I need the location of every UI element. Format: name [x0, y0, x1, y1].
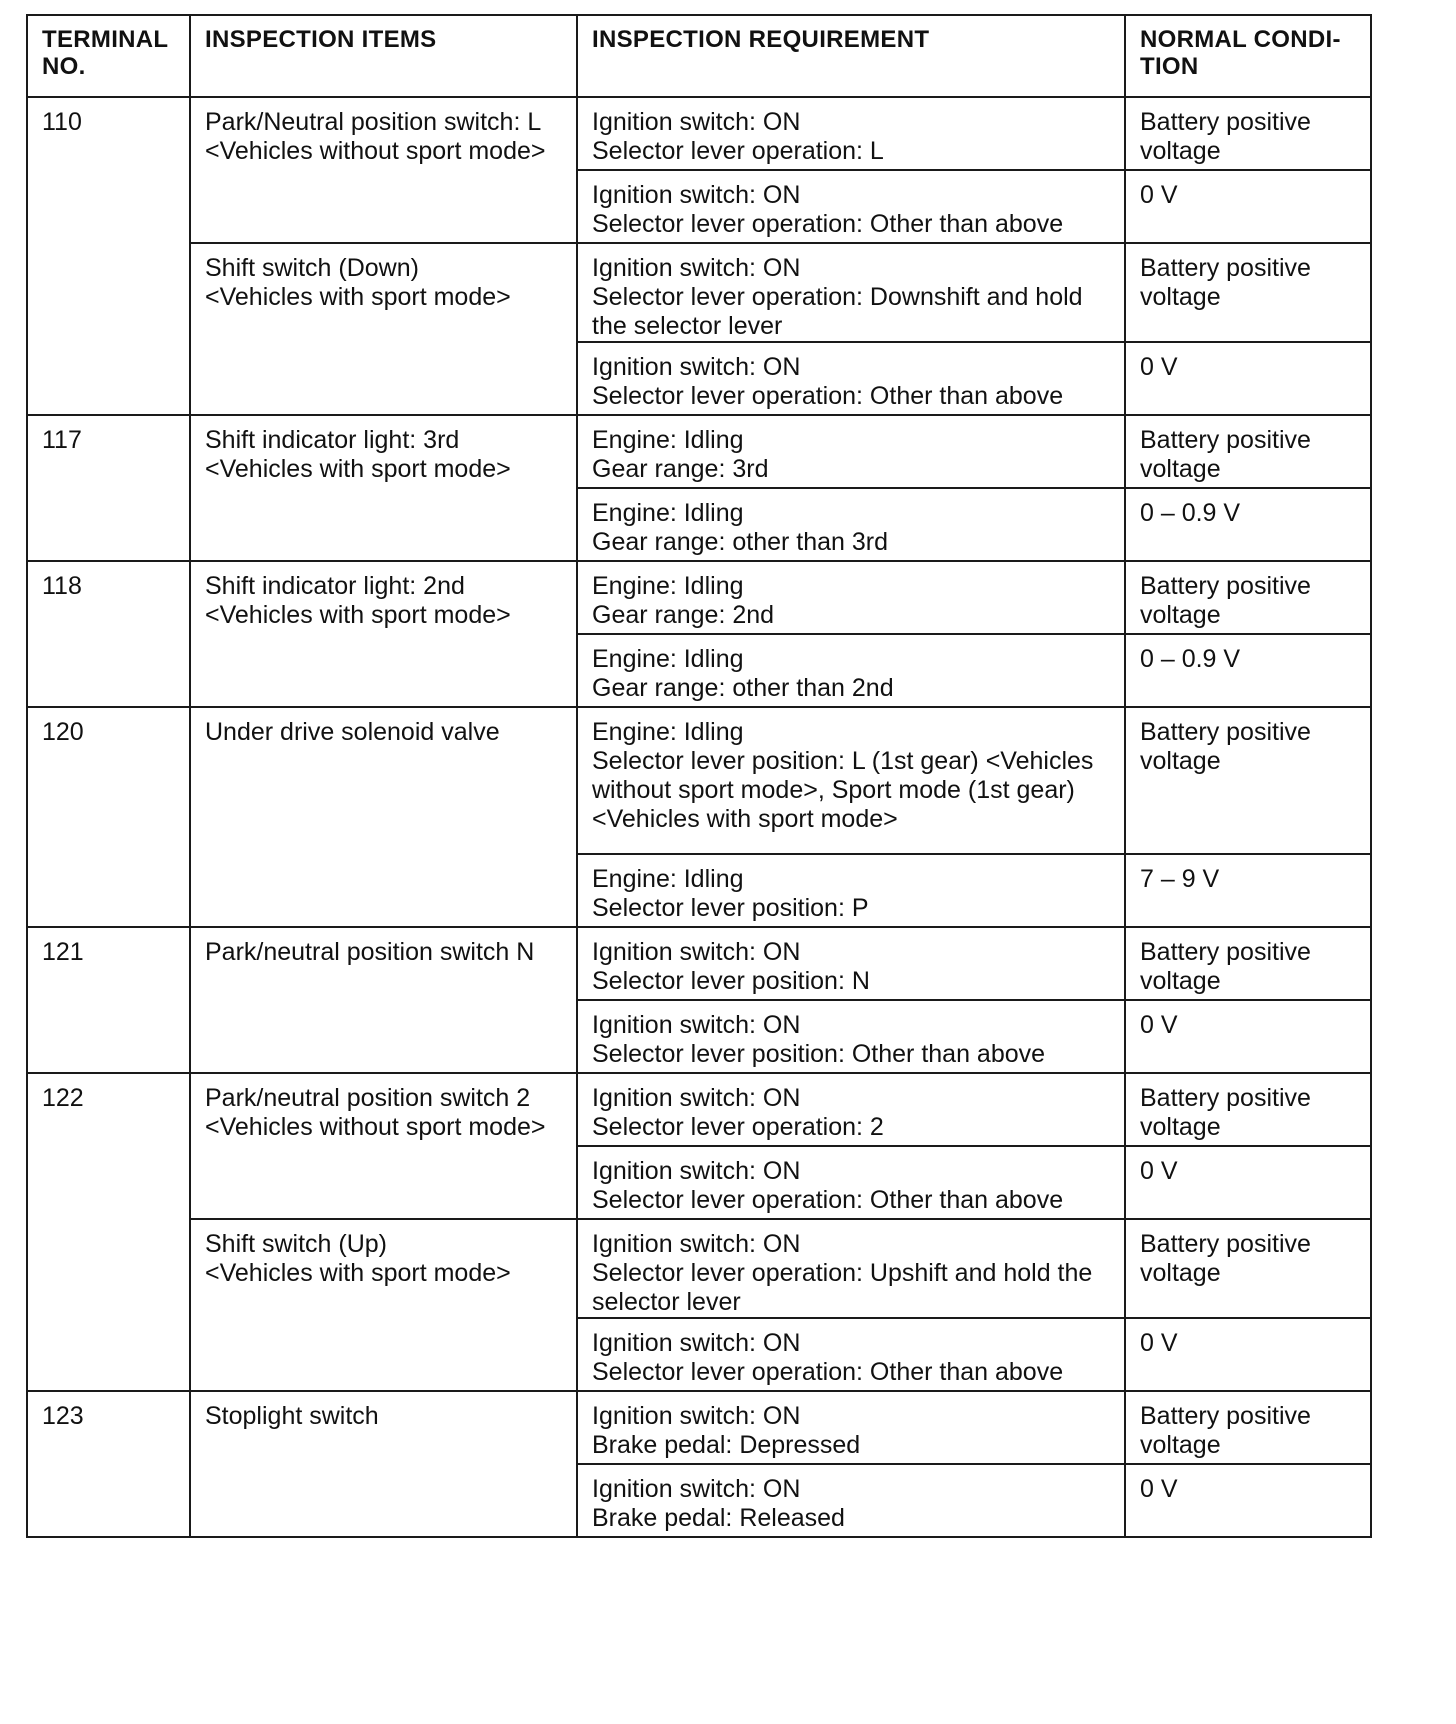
- table-row: [27, 561, 1371, 634]
- inspection-item-line: <Vehicles with sport mode>: [205, 1259, 511, 1287]
- requirement-line: Ignition switch: ON: [592, 108, 801, 136]
- inspection-item-line: Shift switch (Up): [205, 1230, 387, 1258]
- normal-condition-cell: 0 V: [1125, 1464, 1371, 1537]
- inspection-requirement-cell: [577, 1318, 1125, 1391]
- table-row: [27, 243, 1371, 342]
- terminal-no-cell: 118: [27, 561, 190, 707]
- inspection-requirement-cell: [577, 415, 1125, 488]
- normal-condition-cell: 0 V: [1125, 1000, 1371, 1073]
- table-row: [27, 1219, 1371, 1318]
- requirement-line: Engine: Idling: [592, 572, 744, 600]
- header-inspection-items: INSPECTION ITEMS: [190, 15, 577, 97]
- inspection-requirement-cell: [577, 634, 1125, 707]
- requirement-line: Engine: Idling: [592, 426, 744, 454]
- requirement-line: Engine: Idling: [592, 865, 744, 893]
- inspection-item-line: <Vehicles without sport mode>: [205, 1113, 546, 1141]
- requirement-line: Gear range: 3rd: [592, 455, 769, 483]
- header-inspection-requirement: INSPECTION REQUIREMENT: [577, 15, 1125, 97]
- header-normal-condition: NORMAL CONDI- TION: [1125, 15, 1371, 97]
- table-row: [27, 1391, 1371, 1464]
- normal-condition-cell: 0 – 0.9 V: [1125, 634, 1371, 707]
- requirement-line: Ignition switch: ON: [592, 1084, 801, 1112]
- requirement-line: Engine: Idling: [592, 718, 744, 746]
- inspection-item-line: Shift indicator light: 2nd: [205, 572, 465, 600]
- inspection-requirement-cell: [577, 561, 1125, 634]
- inspection-requirement-cell: [577, 243, 1125, 342]
- terminal-no-cell: 121: [27, 927, 190, 1073]
- inspection-item-cell: [190, 927, 577, 1073]
- normal-condition-cell: 0 V: [1125, 170, 1371, 243]
- requirement-line: Engine: Idling: [592, 645, 744, 673]
- inspection-item-line: Park/neutral position switch N: [205, 938, 535, 966]
- table-row: [27, 97, 1371, 170]
- requirement-line: Ignition switch: ON: [592, 353, 801, 381]
- inspection-requirement-cell: [577, 342, 1125, 415]
- inspection-item-cell: [190, 707, 577, 927]
- terminal-no-cell: 117: [27, 415, 190, 561]
- inspection-item-line: Stoplight switch: [205, 1402, 379, 1430]
- inspection-item-cell: [190, 1073, 577, 1219]
- requirement-line: Ignition switch: ON: [592, 254, 801, 282]
- requirement-line: Selector lever operation: Other than above: [592, 210, 1064, 238]
- inspection-requirement-cell: [577, 1464, 1125, 1537]
- normal-condition-cell: Battery positive voltage: [1125, 415, 1371, 488]
- requirement-line: Engine: Idling: [592, 499, 744, 527]
- inspection-item-cell: [190, 97, 577, 243]
- normal-condition-cell: 0 – 0.9 V: [1125, 488, 1371, 561]
- requirement-line: Selector lever position: L (1st gear) <Vehicles without sport mode>, Sport mode (1st gear) <Vehicles with sport mode>: [592, 747, 1094, 833]
- normal-condition-cell: Battery positive voltage: [1125, 243, 1371, 342]
- inspection-item-cell: [190, 1391, 577, 1537]
- normal-condition-cell: 0 V: [1125, 1146, 1371, 1219]
- terminal-no-cell: 123: [27, 1391, 190, 1537]
- inspection-requirement-cell: [577, 1146, 1125, 1219]
- normal-condition-cell: Battery positive voltage: [1125, 1391, 1371, 1464]
- requirement-line: Selector lever operation: L: [592, 137, 884, 165]
- normal-condition-cell: Battery positive voltage: [1125, 561, 1371, 634]
- header-terminal-no: TERMINAL NO.: [27, 15, 190, 97]
- inspection-item-line: Park/Neutral position switch: L: [205, 108, 542, 136]
- inspection-item-line: Park/neutral position switch 2: [205, 1084, 531, 1112]
- requirement-line: Ignition switch: ON: [592, 1230, 801, 1258]
- header-row: [27, 15, 1371, 97]
- requirement-line: Brake pedal: Released: [592, 1504, 845, 1532]
- normal-condition-cell: 0 V: [1125, 1318, 1371, 1391]
- inspection-item-cell: [190, 1219, 577, 1391]
- inspection-item-line: <Vehicles with sport mode>: [205, 601, 511, 629]
- requirement-line: Ignition switch: ON: [592, 1157, 801, 1185]
- normal-condition-cell: Battery positive voltage: [1125, 1219, 1371, 1318]
- inspection-item-cell: [190, 415, 577, 561]
- requirement-line: Selector lever operation: Downshift and hold the selector lever: [592, 283, 1083, 340]
- inspection-requirement-cell: [577, 854, 1125, 927]
- requirement-line: Gear range: 2nd: [592, 601, 775, 629]
- table-body: [27, 97, 1371, 1537]
- table-row: [27, 415, 1371, 488]
- inspection-item-cell: [190, 561, 577, 707]
- requirement-line: Ignition switch: ON: [592, 1402, 801, 1430]
- inspection-table: [26, 14, 1372, 1538]
- requirement-line: Gear range: other than 3rd: [592, 528, 889, 556]
- requirement-line: Selector lever operation: 2: [592, 1113, 884, 1141]
- requirement-line: Selector lever operation: Upshift and hold the selector lever: [592, 1259, 1093, 1316]
- inspection-requirement-cell: [577, 97, 1125, 170]
- inspection-requirement-cell: [577, 1000, 1125, 1073]
- normal-condition-cell: 7 – 9 V: [1125, 854, 1371, 927]
- inspection-item-line: Shift indicator light: 3rd: [205, 426, 460, 454]
- requirement-line: Selector lever operation: Other than above: [592, 1358, 1064, 1386]
- normal-condition-cell: Battery positive voltage: [1125, 927, 1371, 1000]
- inspection-requirement-cell: [577, 927, 1125, 1000]
- inspection-item-line: <Vehicles with sport mode>: [205, 283, 511, 311]
- requirement-line: Selector lever position: P: [592, 894, 869, 922]
- requirement-line: Ignition switch: ON: [592, 1475, 801, 1503]
- table-row: [27, 707, 1371, 854]
- requirement-line: Selector lever position: Other than above: [592, 1040, 1046, 1068]
- inspection-item-line: Under drive solenoid valve: [205, 718, 500, 746]
- inspection-requirement-cell: [577, 488, 1125, 561]
- requirement-line: Ignition switch: ON: [592, 938, 801, 966]
- requirement-line: Brake pedal: Depressed: [592, 1431, 861, 1459]
- normal-condition-cell: Battery positive voltage: [1125, 1073, 1371, 1146]
- requirement-line: Selector lever operation: Other than above: [592, 1186, 1064, 1214]
- normal-condition-cell: Battery positive voltage: [1125, 97, 1371, 170]
- inspection-requirement-cell: [577, 1391, 1125, 1464]
- inspection-item-line: Shift switch (Down): [205, 254, 419, 282]
- inspection-requirement-cell: [577, 170, 1125, 243]
- normal-condition-cell: 0 V: [1125, 342, 1371, 415]
- inspection-requirement-cell: [577, 707, 1125, 854]
- requirement-line: Selector lever position: N: [592, 967, 870, 995]
- inspection-item-cell: [190, 243, 577, 415]
- terminal-no-cell: 120: [27, 707, 190, 927]
- normal-condition-cell: Battery positive voltage: [1125, 707, 1371, 854]
- requirement-line: Selector lever operation: Other than above: [592, 382, 1064, 410]
- inspection-item-line: <Vehicles without sport mode>: [205, 137, 546, 165]
- terminal-no-cell: 122: [27, 1073, 190, 1391]
- requirement-line: Ignition switch: ON: [592, 1329, 801, 1357]
- inspection-requirement-cell: [577, 1073, 1125, 1146]
- requirement-line: Ignition switch: ON: [592, 181, 801, 209]
- table-row: [27, 1073, 1371, 1146]
- terminal-no-cell: 110: [27, 97, 190, 415]
- table-row: [27, 927, 1371, 1000]
- requirement-line: Gear range: other than 2nd: [592, 674, 894, 702]
- inspection-item-line: <Vehicles with sport mode>: [205, 455, 511, 483]
- requirement-line: Ignition switch: ON: [592, 1011, 801, 1039]
- inspection-requirement-cell: [577, 1219, 1125, 1318]
